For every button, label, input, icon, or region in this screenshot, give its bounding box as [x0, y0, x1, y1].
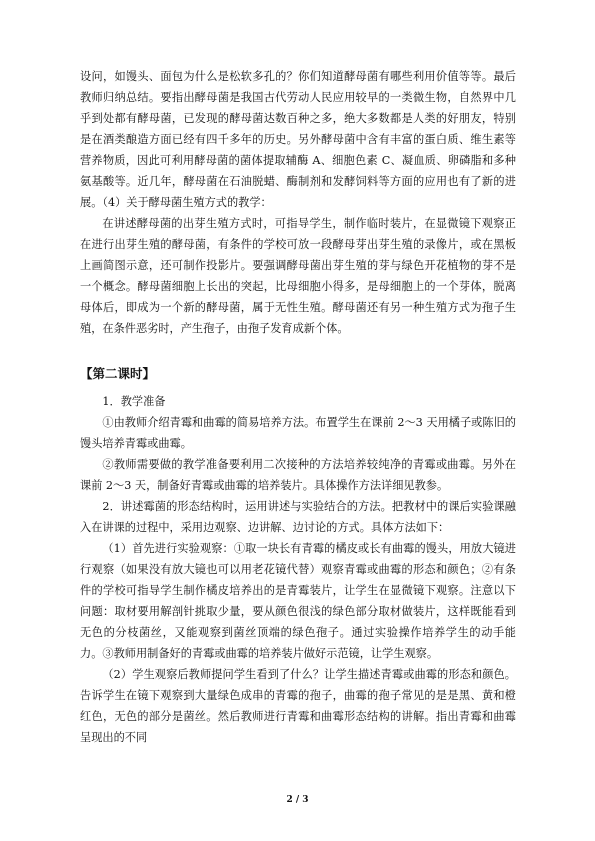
paragraph-teaching-prep-title: 1．教学准备 — [102, 395, 166, 408]
paragraph-experiment-observation: （1）首先进行实验观察：①取一块长有青霉的橘皮或长有曲霉的馒头，用放大镜进行观察（如果没有放大镜也可以用老花镜代替）观察青霉或曲霉的形态和颜色；②有条件的学校可指导学生制作橘皮培养出的是青霉装片，让学生在显微镜下观察。注意以下问题：取材要用解剖针挑取少量，要从颜色很浅的绿色部分取材做装片，这样既能看到无色的分枝菌丝，又能观察到菌丝顶端的绿色孢子。通过实验操作培养学生的动手能力。③教师用制备好的青霉或曲霉的培养装片做好示范镜，让学生观察。 — [80, 542, 516, 660]
paragraph-student-observation: （2）学生观察后教师提问学生看到了什么？让学生描述青霉或曲霉的形态和颜色。告诉学生在镜下观察到大量绿色成串的青霉的孢子，曲霉的孢子常见的是是黑、黄和橙红色，无色的部分是菌丝。然后教师进行青霉和曲霉形态结构的讲解。指出青霉和曲霉呈现出的不同 — [80, 668, 516, 744]
paragraph-prep-item-1: ①由教师介绍青霉和曲霉的简易培养方法。布置学生在课前 2～3 天用橘子或陈旧的馒头培养青霉或曲霉。 — [80, 416, 516, 450]
paragraph-budding-reproduction: 在讲述酵母菌的出芽生殖方式时，可指导学生，制作临时装片，在显微镜下观察正在进行出芽生殖的酵母菌，有条件的学校可放一段酵母芽出芽生殖的录像片，或在黑板上画简图示意，还可制作投影片。要强调酵母菌出芽生殖的芽与绿色开花植物的芽不是一个概念。酵母菌细胞上长出的突起，比母细胞小得多，是母细胞上的一个芽体，脱离母体后，即成为一个新的酵母菌，属于无性生殖。酵母菌还有另一种生殖方式为孢子生殖，在条件恶劣时，产生孢子，由孢子发育成新个体。 — [80, 217, 516, 335]
paragraph-mold-structure: 2．讲述霉菌的形态结构时，运用讲述与实验结合的方法。把教材中的课后实验课融入在讲课的过程中，采用边观察、边讲解、边讨论的方式。具体方法如下： — [80, 500, 516, 534]
page-number: 2 / 3 — [286, 795, 309, 805]
page-content — [80, 66, 516, 748]
paragraph-yeast-summary: 设问，如馒头、面包为什么是松软多孔的？你们知道酵母菌有哪些利用价值等等。最后教师归纳总结。要指出酵母菌是我国古代劳动人民应用较早的一类微生物，自然界中几乎到处都有酵母菌，已发现的酵母菌达数百种之多，绝大多数都是人类的好朋友，特别是在酒类酿造方面已经有四千多年的历史。另外酵母菌中含有丰富的蛋白质、维生素等营养物质，因此可利用酵母菌的菌体提取辅酶 A、细胞色素 C、凝血质、卵磷脂和多种氨基酸等。近几年，酵母菌在石油脱蜡、酶制剂和发酵饲料等方面的应用也有了新的进展。（4）关于酵母菌生殖方式的教学： — [80, 70, 516, 209]
section-gap — [80, 339, 516, 363]
section-heading: 【第二课时】 — [80, 366, 156, 381]
paragraph-prep-item-2: ②教师需要做的教学准备要利用二次接种的方法培养较纯净的青霉或曲霉。另外在课前 2～3 天，制备好青霉或曲霉的培养装片。具体操作方法详细见教参。 — [80, 458, 516, 492]
